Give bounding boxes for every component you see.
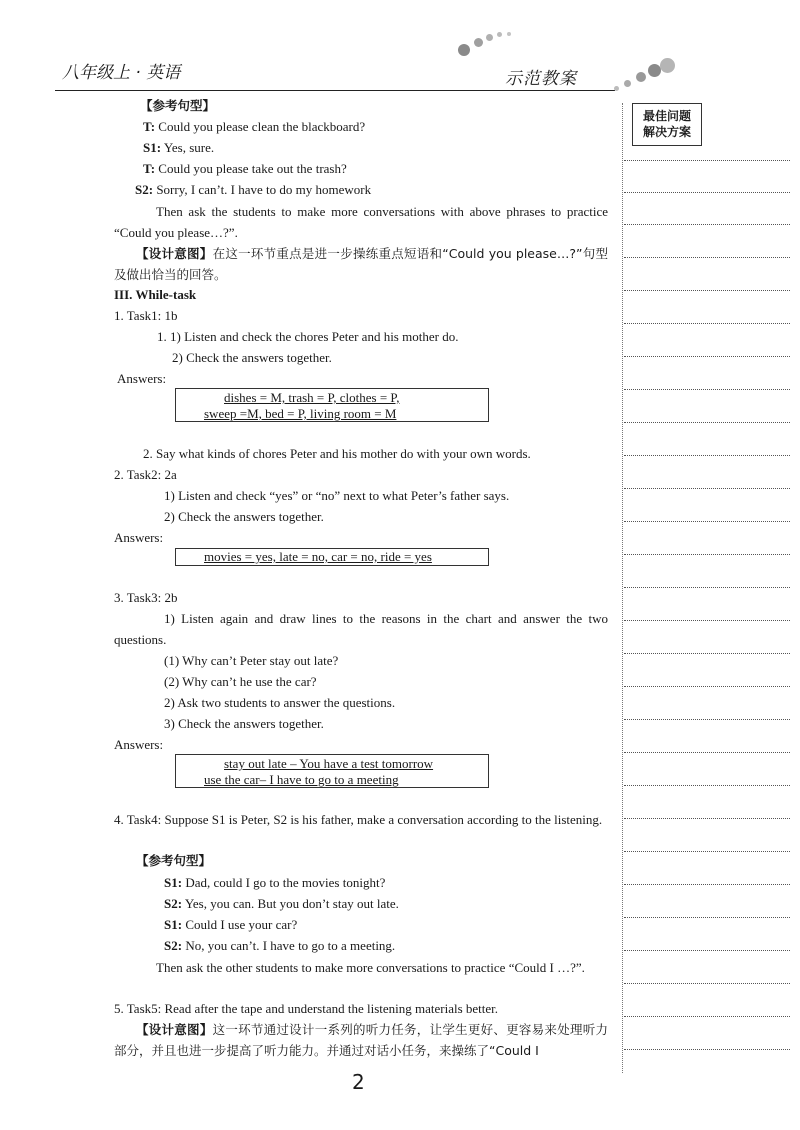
answer-box bbox=[175, 388, 489, 422]
answer-line: stay out late – You have a test tomorrow bbox=[224, 756, 434, 771]
answer-line: movies = yes, late = no, car = no, ride = yes bbox=[204, 549, 432, 564]
answer-box bbox=[175, 548, 489, 566]
design-intent-paragraph: 【设计意图】在这一环节重点是进一步操练重点短语和“Could you please…?”句型及做出恰当的回答。 bbox=[114, 246, 608, 282]
answer-line: sweep =M, bed = P, living room = M bbox=[204, 406, 397, 421]
dialogue-line: S2: Yes, you can. But you don’t stay out late. bbox=[164, 896, 399, 911]
task3-step2: 2) Ask two students to answer the questions. bbox=[164, 695, 396, 710]
task3-question: (1) Why can’t Peter stay out late? bbox=[164, 653, 339, 668]
dialogue-line: S1: Yes, sure. bbox=[143, 140, 215, 155]
section-heading: III. While-task bbox=[114, 287, 197, 302]
task1-step2: 2) Check the answers together. bbox=[172, 350, 332, 365]
answers-label: Answers: bbox=[114, 737, 164, 752]
answer-line: dishes = M, trash = P, clothes = P, bbox=[224, 390, 400, 405]
sidebar-divider bbox=[622, 103, 623, 1073]
answers-label: Answers: bbox=[114, 530, 164, 545]
task3-step3: 3) Check the answers together. bbox=[164, 716, 324, 731]
task3-question: (2) Why can’t he use the car? bbox=[164, 674, 317, 689]
header-section-title: 示范教案 bbox=[505, 69, 577, 89]
dialogue-line: S1: Dad, could I go to the movies tonight? bbox=[164, 875, 386, 890]
dialogue-line: T: Could you please clean the blackboard? bbox=[143, 119, 366, 134]
reference-sentence-tag: 【参考句型】 bbox=[136, 853, 212, 868]
task4-paragraph: 4. Task4: Suppose S1 is Peter, S2 is his father, make a conversation according to the listening. bbox=[114, 812, 603, 827]
task2-step1: 1) Listen and check “yes” or “no” next to what Peter’s father says. bbox=[164, 488, 510, 503]
dialogue-line: S1: Could I use your car? bbox=[164, 917, 298, 932]
reference-sentence-tag: 【参考句型】 bbox=[140, 98, 216, 113]
task1-step3: 2. Say what kinds of chores Peter and his mother do with your own words. bbox=[143, 446, 531, 461]
answer-line: use the car– I have to go to a meeting bbox=[204, 772, 399, 787]
task1-title: 1. Task1: 1b bbox=[114, 308, 178, 323]
page-number: 2 bbox=[352, 1070, 365, 1094]
header-rule bbox=[55, 90, 615, 91]
dialogue-line: S2: No, you can’t. I have to go to a meeting. bbox=[164, 938, 396, 953]
sidebar-title-line2: 解决方案 bbox=[642, 125, 691, 139]
task2-title: 2. Task2: 2a bbox=[114, 467, 177, 482]
task4-practice-paragraph: Then ask the other students to make more conversations to practice “Could I …?”. bbox=[156, 960, 585, 975]
answers-label: Answers: bbox=[117, 371, 167, 386]
task2-step2: 2) Check the answers together. bbox=[164, 509, 324, 524]
answer-box bbox=[175, 754, 489, 788]
sidebar-title-box bbox=[632, 103, 702, 146]
practice-paragraph: Then ask the students to make more conversations with above phrases to practice “Could you please…?”. bbox=[114, 204, 608, 240]
task1-step1: 1. 1) Listen and check the chores Peter and his mother do. bbox=[157, 329, 459, 344]
task3-paragraph: 1) Listen again and draw lines to the reasons in the chart and answer the two questions. bbox=[114, 611, 608, 647]
sidebar-title-line1: 最佳问题 bbox=[642, 109, 691, 123]
dialogue-line: S2: Sorry, I can’t. I have to do my homework bbox=[135, 182, 372, 197]
task5-title: 5. Task5: Read after the tape and understand the listening materials better. bbox=[114, 1001, 499, 1016]
header-grade-subject: 八年级上 · 英语 bbox=[62, 63, 181, 83]
design-intent-paragraph: 【设计意图】这一环节通过设计一系列的听力任务，让学生更好、更容易来处理听力部分，并且也进一步提高了听力能力。并通过对话小任务，来操练了“Could I bbox=[114, 1022, 608, 1058]
dialogue-line: T: Could you please take out the trash? bbox=[143, 161, 347, 176]
task3-title: 3. Task3: 2b bbox=[114, 590, 178, 605]
